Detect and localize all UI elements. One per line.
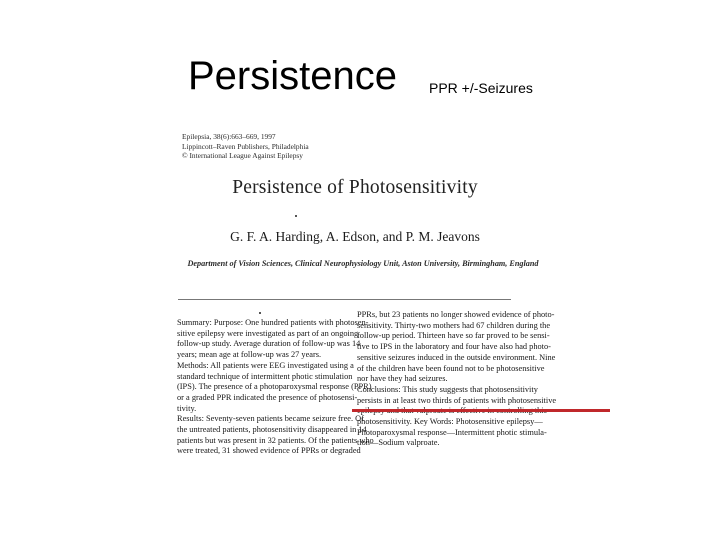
conclusion-highlight-underline — [352, 409, 610, 412]
abstract-line: Photoparoxysmal response—Intermittent photic stimula- — [357, 427, 547, 437]
abstract-line: years; mean age at follow-up was 27 years. — [177, 350, 322, 360]
scan-speck — [259, 312, 261, 314]
abstract-line: Conclusions: This study suggests that photosensitivity — [357, 384, 538, 394]
abstract-line: sensitivity. Thirty-two mothers had 67 children during the — [357, 320, 551, 330]
abstract-line: tive to IPS in the laboratory and four have also had photo- — [357, 342, 551, 352]
abstract-line: PPRs, but 23 patients no longer showed evidence of photo- — [357, 310, 555, 319]
article-scan — [170, 120, 620, 540]
abstract-line: (IPS). The presence of a photoparoxysmal response (PPR) — [177, 382, 372, 392]
abstract-line: photosensitivity. Key Words: Photosensitive epilepsy— — [357, 417, 543, 427]
abstract-line: or a graded PPR indicated the presence of photosensi- — [177, 392, 358, 402]
article-title: Persistence of Photosensitivity — [232, 177, 478, 198]
scan-speck — [295, 215, 297, 217]
abstract-line: persists in at least two thirds of patients with photosensitive — [357, 395, 557, 405]
abstract-line: standard technique of intermittent photic stimulation — [177, 371, 353, 381]
section-divider — [178, 299, 511, 300]
abstract-line: sitive epilepsy were investigated as part of an ongoing — [177, 328, 359, 338]
abstract-line: Summary: Purpose: One hundred patients with photosen- — [177, 318, 369, 327]
abstract-line: sensitive seizures induced in the outside environment. Nine — [357, 352, 556, 362]
abstract-line: of the children have been found not to be photosensitive — [357, 363, 545, 373]
abstract-line: tivity. — [177, 403, 197, 413]
abstract-line: Methods: All patients were EEG investigated using a — [177, 360, 354, 370]
abstract-line: the untreated patients, photosensitivity disappeared in 14 — [177, 425, 367, 435]
slide-title: Persistence — [188, 54, 397, 98]
article-affiliation: Department of Vision Sciences, Clinical Neurophysiology Unit, Aston University, Birmingham, England — [187, 259, 539, 268]
article-authors: G. F. A. Harding, A. Edson, and P. M. Jeavons — [230, 229, 480, 244]
abstract-line: Results: Seventy-seven patients became seizure free. Of — [177, 414, 364, 424]
journal-line: © International League Against Epilepsy — [182, 151, 303, 161]
journal-citation — [182, 132, 309, 161]
abstract-line: patients but was present in 32 patients. Of the patients who — [177, 435, 374, 445]
abstract-line: follow-up study. Average duration of follow-up was 14 — [177, 339, 361, 349]
abstract-left-column — [177, 318, 374, 457]
abstract-right-column — [357, 310, 602, 449]
abstract-line: follow-up period. Thirteen have so far proved to be sensi- — [357, 331, 550, 341]
journal-line: Lippincott–Raven Publishers, Philadelphia — [182, 141, 309, 151]
abstract-line: were treated, 31 showed evidence of PPRs or degraded — [177, 446, 361, 456]
slide-subtitle: PPR +/-Seizures — [429, 80, 533, 96]
abstract-line: nor have they had seizures. — [357, 374, 448, 384]
abstract-line: tion—Sodium valproate. — [357, 438, 440, 448]
journal-line: Epilepsia, 38(6):663–669, 1997 — [182, 132, 276, 141]
